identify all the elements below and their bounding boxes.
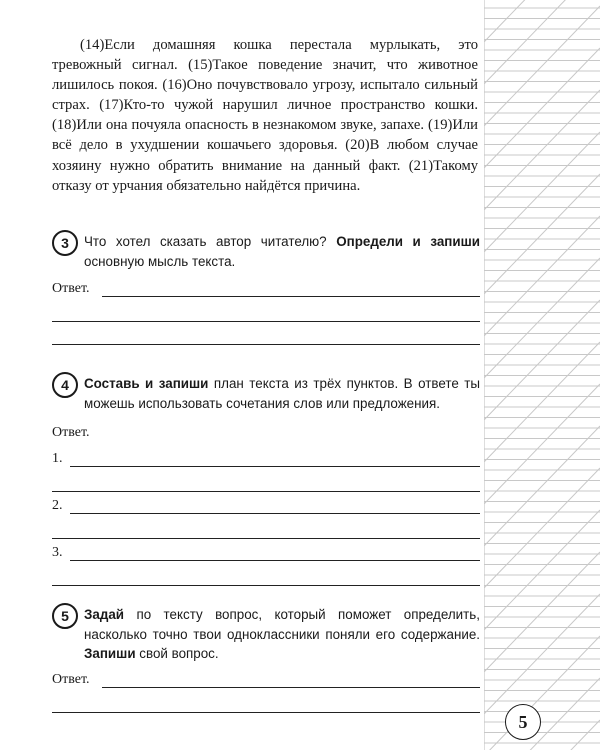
answer-blank-line[interactable] (52, 516, 480, 539)
task-5-answer-line[interactable] (52, 668, 480, 690)
task-5-question: Задай по тексту вопрос, который поможет определить, насколько точно твои одноклассники поняли его содержание. Запиши свой вопрос. (84, 607, 480, 661)
ruled-margin-lines (484, 0, 600, 750)
task-4-question: Составь и запиши план текста из трёх пунктов. В ответе ты можешь использовать сочетания слов или предложения. (84, 376, 480, 411)
task-number: 5 (52, 603, 78, 629)
answer-blank-line[interactable] (52, 299, 480, 322)
answer-blank-line[interactable] (52, 469, 480, 492)
page-number: 5 (505, 704, 541, 740)
answer-blank-line[interactable] (52, 563, 480, 586)
reading-passage (52, 35, 478, 196)
task-4 (52, 372, 480, 586)
plan-item-2[interactable]: 2. (52, 494, 480, 516)
task-number: 3 (52, 230, 78, 256)
answer-blank-line[interactable] (52, 322, 480, 345)
task-5 (52, 603, 480, 713)
passage-text: (14)Если домашняя кошка перестала мурлыкать, это тревожный сигнал. (15)Такое поведение значит, что животное лишилось покоя. (16)Оно почувствовало угрозу, испытало сильный страх. (17)Кто-то чужой нарушил личное пространство кошки. (18)Или она почуяла опасность в незнакомом звуке, запахе. (19)Или всё дело в ухудшении кошачьего здоровья. (20)В любом случае хозяину нужно обратить внимание на данный факт. (21)Такому отказу от урчания обязательно найдётся причина. (52, 37, 478, 194)
answer-label: Ответ. (52, 671, 90, 687)
task-3-answer-line[interactable] (52, 277, 480, 299)
task-number: 4 (52, 372, 78, 398)
plan-item-3[interactable]: 3. (52, 541, 480, 563)
answer-label: Ответ. (52, 281, 90, 296)
ruled-margin (484, 0, 600, 750)
plan-item-1[interactable]: 1. (52, 447, 480, 469)
task-3-question: Что хотел сказать автор читателю? Определи и запиши основную мысль текста. (84, 234, 480, 269)
answer-blank-line[interactable] (52, 690, 480, 713)
task-3 (52, 230, 480, 345)
answer-label: Ответ. (52, 425, 90, 440)
task-4-answer-label-row (52, 421, 480, 443)
